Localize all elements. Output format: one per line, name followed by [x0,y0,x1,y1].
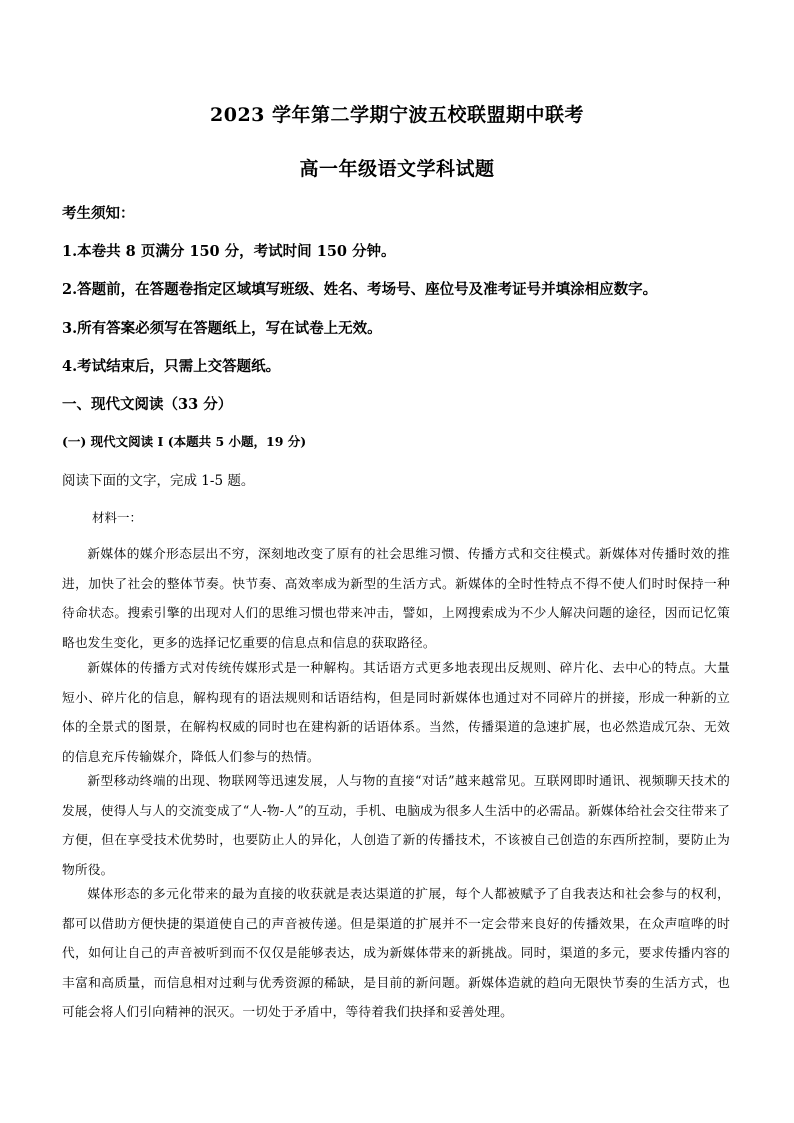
instruction-item-2: 2.答题前，在答题卷指定区域填写班级、姓名、考场号、座位号及准考证号并填涂相应数字。 [62,281,658,298]
material-label: 材料一： [92,510,143,525]
instruction-item-3: 3.所有答案必须写在答题纸上，写在试卷上无效。 [62,320,382,337]
section-heading: 一、现代文阅读（33 分） [62,396,233,413]
instruction-item-1: 1.本卷共 8 页满分 150 分，考试时间 150 分钟。 [62,243,396,260]
section-subheading: (一) 现代文阅读 I (本题共 5 小题，19 分) [62,434,307,449]
exam-title: 2023 学年第二学期宁波五校联盟期中联考 [210,104,584,126]
instructions-heading: 考生须知： [62,205,135,222]
instruction-item-4: 4.考试结束后，只需上交答题纸。 [62,358,281,375]
exam-subtitle: 高一年级语文学科试题 [299,158,495,180]
reading-prompt: 阅读下面的文字，完成 1-5 题。 [62,473,255,489]
paragraph-1: 新媒体的媒介形态层出不穷，深刻地改变了原有的社会思维习惯、传播方式和交往模式。新媒体对传播时效的推进，加快了社会的整体节奏。快节奏、高效率成为新型的生活方式。新媒体的全时性特点不得不使人们时时保持一种待命状态。搜索引擎的出现对人们的思维习惯也带来冲击，譬如，上网搜索成为不少人解决问题的途径，因而记忆策略也发生变化，更多的选择记忆重要的信息点和信息的获取路径。 [62,546,730,650]
paragraph-2: 新媒体的传播方式对传统传媒形式是一种解构。其话语方式更多地表现出反规则、碎片化、去中心的特点。大量短小、碎片化的信息，解构现有的语法规则和话语结构，但是同时新媒体也通过对不同碎片的拼接，形成一种新的立体的全景式的图景，在解构权威的同时也在建构新的话语体系。当然，传播渠道的急速扩展，也必然造成冗杂、无效的信息充斥传输媒介，降低人们参与的热情。 [62,660,730,764]
paragraph-4: 媒体形态的多元化带来的最为直接的收获就是表达渠道的扩展，每个人都被赋予了自我表达和社会参与的权利，都可以借助方便快捷的渠道使自己的声音被传递。但是渠道的扩展并不一定会带来良好的传播效果，在众声喧哗的时代，如何让自己的声音被听到而不仅仅是能够表达，成为新媒体带来的新挑战。同时，渠道的多元，要求传播内容的丰富和高质量，而信息相对过剩与优秀资源的稀缺，是目前的新问题。新媒体造就的趋向无限快节奏的生活方式，也可能会将人们引向精神的泯灭。一切处于矛盾中，等待着我们抉择和妥善处理。 [62,886,730,1019]
paragraph-3: 新型移动终端的出现、物联网等迅速发展，人与物的直接“对话”越来越常见。互联网即时通讯、视频聊天技术的发展，使得人与人的交流变成了“人-物-人”的互动，手机、电脑成为很多人生活中的必需品。新媒体给社会交往带来了方便，但在享受技术优势时，也要防止人的异化，人创造了新的传播技术，不该被自己创造的东西所控制，要防止为物所役。 [62,773,730,877]
